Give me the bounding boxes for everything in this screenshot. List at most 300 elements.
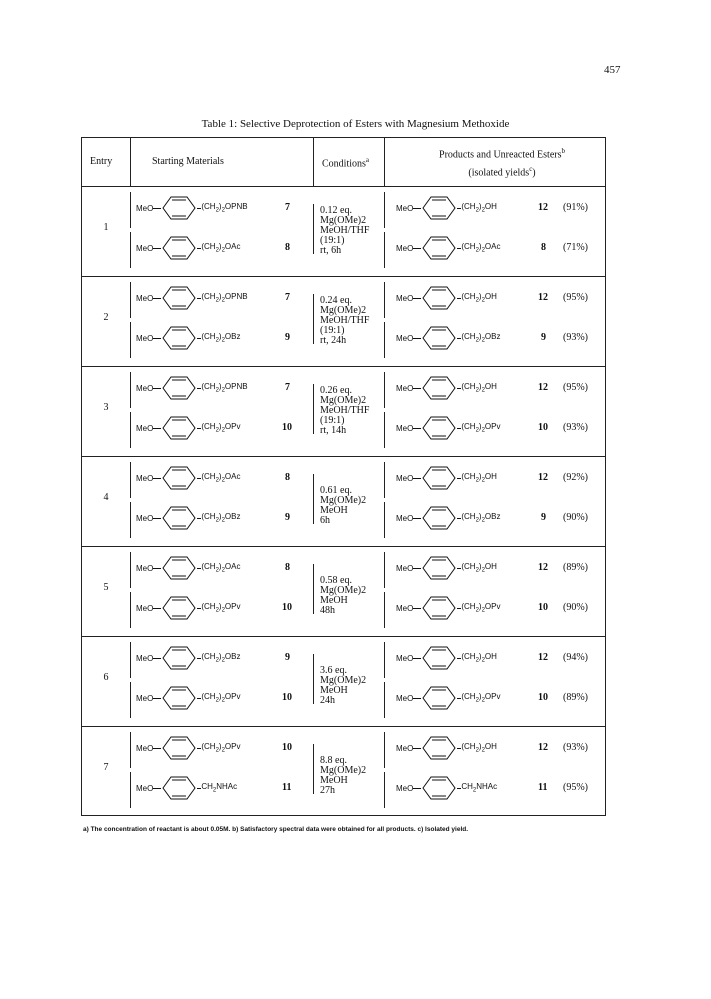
substituent-part: ) bbox=[478, 602, 482, 612]
compound-number: 10 bbox=[282, 602, 292, 613]
molecule-structure bbox=[136, 285, 248, 311]
benzene-ring-icon bbox=[161, 645, 197, 671]
methoxy-label: MeO bbox=[136, 513, 154, 523]
compound-number: 10 bbox=[538, 602, 548, 613]
compound-number: 10 bbox=[538, 422, 548, 433]
substituent-part: (CH bbox=[461, 562, 476, 572]
isolated-yield: (89%) bbox=[563, 692, 588, 703]
substituent-part: OPv bbox=[224, 422, 241, 432]
molecule-structure bbox=[396, 285, 497, 311]
condition-line: 0.12 eq. bbox=[320, 205, 352, 216]
substituent-part: (CH bbox=[201, 602, 216, 612]
subscript: 2 bbox=[481, 747, 485, 754]
methoxy-label: MeO bbox=[396, 293, 414, 303]
vertical-rule bbox=[130, 772, 131, 808]
methoxy-label: MeO bbox=[396, 203, 414, 213]
condition-line: rt, 24h bbox=[320, 335, 347, 346]
vertical-rule bbox=[313, 384, 314, 434]
molecule-structure bbox=[396, 555, 497, 581]
conditions-cell bbox=[320, 486, 390, 526]
vertical-rule bbox=[313, 294, 314, 344]
substituent-part: OAc bbox=[224, 562, 241, 572]
substituent-part: ) bbox=[478, 742, 482, 752]
isolated-yield: (93%) bbox=[563, 332, 588, 343]
subscript: 2 bbox=[215, 697, 219, 704]
vertical-rule bbox=[130, 732, 131, 768]
row-divider bbox=[82, 456, 605, 457]
substituent-part: OPv bbox=[484, 602, 501, 612]
compound-number: 9 bbox=[541, 332, 546, 343]
condition-line: 0.61 eq. bbox=[320, 485, 352, 496]
methoxy-label: MeO bbox=[136, 653, 154, 663]
condition-line: 0.24 eq. bbox=[320, 295, 352, 306]
condition-line: Mg(OMe)2 bbox=[320, 765, 367, 776]
methoxy-label: MeO bbox=[396, 743, 414, 753]
benzene-ring-icon bbox=[421, 195, 457, 221]
substituent-label bbox=[461, 692, 500, 704]
isolated-yield: (71%) bbox=[563, 242, 588, 253]
condition-line: MeOH bbox=[320, 685, 348, 696]
bond-line bbox=[153, 518, 161, 519]
condition-line: 27h bbox=[320, 785, 335, 796]
bond-line bbox=[413, 428, 421, 429]
condition-line: 6h bbox=[320, 515, 330, 526]
subscript: 2 bbox=[475, 567, 479, 574]
methoxy-label: MeO bbox=[396, 783, 414, 793]
substituent-part: NHAc bbox=[476, 782, 498, 792]
methoxy-label: MeO bbox=[136, 333, 154, 343]
benzene-ring-icon bbox=[421, 645, 457, 671]
methoxy-label: MeO bbox=[396, 653, 414, 663]
subscript: 2 bbox=[212, 787, 217, 794]
bond-line bbox=[413, 338, 421, 339]
substituent-part: (CH bbox=[201, 692, 216, 702]
substituent-part: (CH bbox=[461, 202, 476, 212]
subscript: 2 bbox=[215, 607, 219, 614]
molecule-structure bbox=[136, 195, 248, 221]
bond-line bbox=[413, 658, 421, 659]
compound-number: 10 bbox=[538, 692, 548, 703]
column-divider bbox=[313, 138, 314, 186]
benzene-ring-icon bbox=[161, 555, 197, 581]
methoxy-label: MeO bbox=[136, 603, 154, 613]
benzene-ring-icon bbox=[161, 685, 197, 711]
subscript: 2 bbox=[215, 207, 219, 214]
substituent-part: OH bbox=[484, 562, 497, 572]
isolated-yield: (95%) bbox=[563, 782, 588, 793]
subscript: 2 bbox=[481, 427, 485, 434]
vertical-rule bbox=[130, 372, 131, 408]
subscript: 2 bbox=[481, 657, 485, 664]
substituent-part: ) bbox=[218, 472, 222, 482]
benzene-ring-icon bbox=[161, 285, 197, 311]
isolated-yield: (91%) bbox=[563, 202, 588, 213]
bond-line bbox=[153, 298, 161, 299]
benzene-ring-icon bbox=[161, 595, 197, 621]
condition-line: MeOH/THF bbox=[320, 405, 370, 416]
subscript: 2 bbox=[221, 247, 225, 254]
isolated-yield: (90%) bbox=[563, 602, 588, 613]
substituent-label bbox=[461, 512, 500, 524]
substituent-part: ) bbox=[478, 422, 482, 432]
subscript: 2 bbox=[221, 657, 225, 664]
compound-number: 7 bbox=[285, 382, 290, 393]
subscript: 2 bbox=[475, 297, 479, 304]
bond-line bbox=[413, 608, 421, 609]
vertical-rule bbox=[130, 682, 131, 718]
header-products-yield-b: ) bbox=[532, 167, 536, 179]
subscript: 2 bbox=[475, 657, 479, 664]
compound-number: 12 bbox=[538, 742, 548, 753]
bond-line bbox=[153, 388, 161, 389]
entry-number: 2 bbox=[103, 312, 109, 323]
molecule-structure bbox=[136, 415, 240, 441]
compound-number: 9 bbox=[285, 512, 290, 523]
compound-number: 8 bbox=[285, 472, 290, 483]
header-products-yield-a: (isolated yields bbox=[468, 167, 530, 179]
vertical-rule bbox=[130, 192, 131, 228]
molecule-structure bbox=[136, 595, 240, 621]
header-products-mark: b bbox=[561, 147, 565, 155]
header-conditions-mark: a bbox=[365, 156, 370, 164]
benzene-ring-icon bbox=[421, 375, 457, 401]
condition-line: MeOH/THF bbox=[320, 315, 370, 326]
substituent-part: OH bbox=[484, 382, 497, 392]
bond-line bbox=[153, 698, 161, 699]
bond-line bbox=[153, 608, 161, 609]
entry-number: 4 bbox=[103, 492, 109, 503]
substituent-part: ) bbox=[218, 652, 222, 662]
condition-line: 48h bbox=[320, 605, 335, 616]
compound-number: 12 bbox=[538, 472, 548, 483]
row-divider bbox=[82, 276, 605, 277]
compound-number: 12 bbox=[538, 652, 548, 663]
substituent-part: ) bbox=[218, 742, 222, 752]
subscript: 2 bbox=[221, 297, 225, 304]
molecule-structure bbox=[136, 645, 240, 671]
subscript: 2 bbox=[215, 657, 219, 664]
subscript: 2 bbox=[481, 297, 485, 304]
vertical-rule bbox=[313, 564, 314, 614]
substituent-part: OPv bbox=[484, 422, 501, 432]
methoxy-label: MeO bbox=[136, 563, 154, 573]
molecule-structure bbox=[136, 465, 240, 491]
substituent-label bbox=[201, 472, 240, 484]
substituent-part: OPNB bbox=[224, 202, 248, 212]
subscript: 2 bbox=[475, 517, 479, 524]
substituent-part: OBz bbox=[224, 652, 241, 662]
substituent-part: (CH bbox=[461, 332, 476, 342]
conditions-cell bbox=[320, 756, 390, 796]
vertical-rule bbox=[130, 322, 131, 358]
bond-line bbox=[413, 298, 421, 299]
condition-line: 0.58 eq. bbox=[320, 575, 352, 586]
methoxy-label: MeO bbox=[136, 383, 154, 393]
substituent-part: ) bbox=[478, 292, 482, 302]
vertical-rule bbox=[130, 282, 131, 318]
substituent-part: OPv bbox=[224, 742, 241, 752]
substituent-part: ) bbox=[478, 382, 482, 392]
header-starting-materials: Starting Materials bbox=[152, 156, 224, 167]
compound-number: 7 bbox=[285, 292, 290, 303]
condition-line: Mg(OMe)2 bbox=[320, 305, 367, 316]
substituent-part: ) bbox=[478, 562, 482, 572]
subscript: 2 bbox=[481, 477, 485, 484]
bond-line bbox=[153, 338, 161, 339]
subscript: 2 bbox=[475, 207, 479, 214]
substituent-label bbox=[201, 782, 237, 794]
subscript: 2 bbox=[221, 747, 225, 754]
substituent-part: ) bbox=[218, 202, 222, 212]
substituent-part: (CH bbox=[461, 382, 476, 392]
isolated-yield: (92%) bbox=[563, 472, 588, 483]
substituent-part: OH bbox=[484, 292, 497, 302]
condition-line: rt, 14h bbox=[320, 425, 347, 436]
molecule-structure bbox=[136, 685, 240, 711]
substituent-label bbox=[461, 422, 500, 434]
header-conditions-text: Conditions bbox=[322, 158, 366, 170]
substituent-part: OAc bbox=[224, 472, 241, 482]
table-caption: Table 1: Selective Deprotection of Esters with Magnesium Methoxide bbox=[201, 118, 510, 130]
row-divider bbox=[82, 636, 605, 637]
subscript: 2 bbox=[215, 297, 219, 304]
substituent-part: (CH bbox=[201, 202, 216, 212]
substituent-part: (CH bbox=[201, 242, 216, 252]
substituent-label bbox=[461, 292, 497, 304]
entry-number: 1 bbox=[103, 222, 109, 233]
substituent-part: ) bbox=[218, 562, 222, 572]
benzene-ring-icon bbox=[421, 235, 457, 261]
molecule-structure bbox=[396, 505, 500, 531]
substituent-label bbox=[201, 512, 240, 524]
substituent-part: NHAc bbox=[216, 782, 238, 792]
compound-number: 11 bbox=[282, 782, 292, 793]
molecule-structure bbox=[396, 775, 497, 801]
benzene-ring-icon bbox=[161, 415, 197, 441]
header-divider bbox=[82, 186, 605, 187]
substituent-label bbox=[201, 652, 240, 664]
subscript: 2 bbox=[215, 387, 219, 394]
compound-number: 8 bbox=[541, 242, 546, 253]
bond-line bbox=[153, 788, 161, 789]
methoxy-label: MeO bbox=[136, 693, 154, 703]
subscript: 2 bbox=[221, 607, 225, 614]
subscript: 2 bbox=[221, 517, 225, 524]
methoxy-label: MeO bbox=[136, 743, 154, 753]
substituent-part: ) bbox=[478, 332, 482, 342]
condition-line: Mg(OMe)2 bbox=[320, 495, 367, 506]
molecule-structure bbox=[136, 505, 240, 531]
subscript: 2 bbox=[215, 567, 219, 574]
bond-line bbox=[413, 568, 421, 569]
subscript: 2 bbox=[475, 747, 479, 754]
header-entry: Entry bbox=[90, 156, 113, 167]
compound-number: 12 bbox=[538, 202, 548, 213]
subscript: 2 bbox=[481, 387, 485, 394]
benzene-ring-icon bbox=[421, 775, 457, 801]
substituent-label bbox=[201, 692, 240, 704]
molecule-structure bbox=[136, 235, 240, 261]
header-products-yield-mark: c bbox=[529, 165, 533, 174]
molecule-structure bbox=[136, 735, 240, 761]
vertical-rule bbox=[130, 592, 131, 628]
benzene-ring-icon bbox=[421, 685, 457, 711]
subscript: 2 bbox=[475, 477, 479, 484]
benzene-ring-icon bbox=[421, 465, 457, 491]
vertical-rule bbox=[130, 462, 131, 498]
substituent-part: (CH bbox=[201, 292, 216, 302]
conditions-cell bbox=[320, 666, 390, 706]
subscript: 2 bbox=[481, 567, 485, 574]
substituent-part: (CH bbox=[201, 742, 216, 752]
condition-line: Mg(OMe)2 bbox=[320, 675, 367, 686]
condition-line: Mg(OMe)2 bbox=[320, 395, 367, 406]
substituent-part: CH bbox=[201, 782, 213, 792]
substituent-part: OBz bbox=[484, 332, 501, 342]
substituent-part: (CH bbox=[461, 692, 476, 702]
compound-number: 9 bbox=[285, 652, 290, 663]
bond-line bbox=[413, 208, 421, 209]
compound-number: 7 bbox=[285, 202, 290, 213]
substituent-part: OPNB bbox=[224, 382, 248, 392]
substituent-label bbox=[461, 742, 497, 754]
benzene-ring-icon bbox=[421, 505, 457, 531]
compound-number: 10 bbox=[282, 692, 292, 703]
subscript: 2 bbox=[221, 207, 225, 214]
substituent-part: CH bbox=[461, 782, 473, 792]
row-divider bbox=[82, 546, 605, 547]
bond-line bbox=[413, 698, 421, 699]
header-products-line2 bbox=[402, 162, 602, 180]
subscript: 2 bbox=[472, 787, 477, 794]
substituent-label bbox=[201, 742, 240, 754]
substituent-part: OPNB bbox=[224, 292, 248, 302]
vertical-rule bbox=[313, 204, 314, 254]
bond-line bbox=[153, 428, 161, 429]
substituent-part: (CH bbox=[461, 742, 476, 752]
subscript: 2 bbox=[215, 517, 219, 524]
methoxy-label: MeO bbox=[396, 383, 414, 393]
substituent-part: OPv bbox=[224, 602, 241, 612]
vertical-rule bbox=[130, 502, 131, 538]
substituent-part: (CH bbox=[461, 512, 476, 522]
bond-line bbox=[413, 748, 421, 749]
bond-line bbox=[153, 658, 161, 659]
subscript: 2 bbox=[481, 207, 485, 214]
methoxy-label: MeO bbox=[136, 203, 154, 213]
substituent-part: (CH bbox=[201, 652, 216, 662]
subscript: 2 bbox=[215, 337, 219, 344]
isolated-yield: (89%) bbox=[563, 562, 588, 573]
bond-line bbox=[153, 208, 161, 209]
conditions-cell bbox=[320, 576, 390, 616]
methoxy-label: MeO bbox=[136, 293, 154, 303]
subscript: 2 bbox=[481, 517, 485, 524]
substituent-part: OH bbox=[484, 472, 497, 482]
footnote: a) The concentration of reactant is about 0.05M. b) Satisfactory spectral data were obtained for all products. c) Isolated yield. bbox=[83, 826, 469, 833]
compound-number: 10 bbox=[282, 742, 292, 753]
molecule-structure bbox=[396, 465, 497, 491]
substituent-part: (CH bbox=[461, 602, 476, 612]
compound-number: 10 bbox=[282, 422, 292, 433]
subscript: 2 bbox=[475, 247, 479, 254]
substituent-part: ) bbox=[218, 422, 222, 432]
entry-number: 5 bbox=[103, 582, 109, 593]
substituent-part: (CH bbox=[461, 472, 476, 482]
substituent-part: (CH bbox=[461, 292, 476, 302]
substituent-label bbox=[201, 602, 240, 614]
methoxy-label: MeO bbox=[396, 473, 414, 483]
benzene-ring-icon bbox=[161, 195, 197, 221]
condition-line: 24h bbox=[320, 695, 335, 706]
vertical-rule bbox=[313, 654, 314, 704]
vertical-rule bbox=[130, 642, 131, 678]
condition-line: MeOH/THF bbox=[320, 225, 370, 236]
substituent-part: (CH bbox=[201, 382, 216, 392]
substituent-part: (CH bbox=[201, 562, 216, 572]
benzene-ring-icon bbox=[161, 735, 197, 761]
isolated-yield: (95%) bbox=[563, 292, 588, 303]
molecule-structure bbox=[396, 645, 497, 671]
substituent-part: OAc bbox=[224, 242, 241, 252]
molecule-structure bbox=[136, 325, 240, 351]
condition-line: 0.26 eq. bbox=[320, 385, 352, 396]
subscript: 2 bbox=[221, 337, 225, 344]
benzene-ring-icon bbox=[161, 325, 197, 351]
header-products-line1 bbox=[402, 144, 602, 162]
substituent-part: OH bbox=[484, 202, 497, 212]
substituent-part: (CH bbox=[461, 242, 476, 252]
benzene-ring-icon bbox=[421, 555, 457, 581]
substituent-label bbox=[201, 562, 240, 574]
compound-number: 9 bbox=[285, 332, 290, 343]
conditions-cell bbox=[320, 206, 390, 256]
subscript: 2 bbox=[481, 247, 485, 254]
header-conditions bbox=[322, 156, 369, 169]
conditions-cell bbox=[320, 386, 390, 436]
substituent-part: ) bbox=[478, 202, 482, 212]
isolated-yield: (93%) bbox=[563, 422, 588, 433]
subscript: 2 bbox=[221, 387, 225, 394]
substituent-part: ) bbox=[478, 652, 482, 662]
substituent-label bbox=[461, 382, 497, 394]
substituent-part: (CH bbox=[201, 332, 216, 342]
page-number: 457 bbox=[604, 64, 621, 76]
bond-line bbox=[153, 568, 161, 569]
molecule-structure bbox=[396, 325, 500, 351]
benzene-ring-icon bbox=[421, 735, 457, 761]
entry-number: 3 bbox=[103, 402, 109, 413]
subscript: 2 bbox=[475, 607, 479, 614]
methoxy-label: MeO bbox=[396, 333, 414, 343]
substituent-part: (CH bbox=[201, 422, 216, 432]
substituent-part: OPv bbox=[484, 692, 501, 702]
methoxy-label: MeO bbox=[136, 423, 154, 433]
isolated-yield: (94%) bbox=[563, 652, 588, 663]
entry-number: 6 bbox=[103, 672, 109, 683]
condition-line: MeOH bbox=[320, 595, 348, 606]
subscript: 2 bbox=[221, 427, 225, 434]
substituent-part: OBz bbox=[484, 512, 501, 522]
compound-number: 12 bbox=[538, 292, 548, 303]
molecule-structure bbox=[396, 235, 500, 261]
condition-line: rt, 6h bbox=[320, 245, 342, 256]
molecule-structure bbox=[396, 195, 497, 221]
substituent-part: OH bbox=[484, 652, 497, 662]
condition-line: MeOH bbox=[320, 505, 348, 516]
header-products bbox=[402, 144, 602, 181]
substituent-label bbox=[201, 292, 247, 304]
